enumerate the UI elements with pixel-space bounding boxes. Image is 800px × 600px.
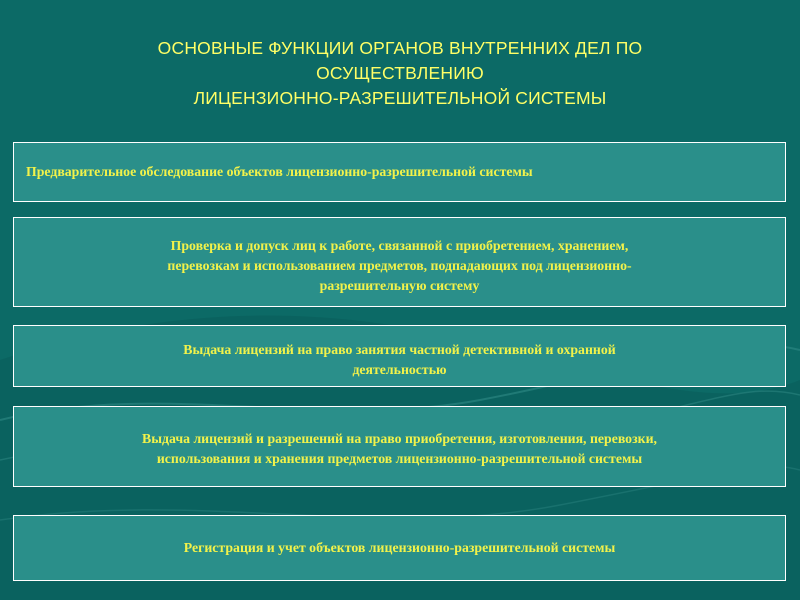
function-box-text-line: деятельностью bbox=[352, 362, 447, 377]
function-box-text-line: Регистрация и учет объектов лицензионно-разрешительной системы bbox=[183, 540, 616, 555]
function-box-text-line: Предварительное обследование объектов лицензионно-разрешительной системы bbox=[26, 164, 533, 179]
title-line-2: ОСУЩЕСТВЛЕНИЮ bbox=[316, 63, 484, 83]
function-box-text-line: использования и хранения предметов лицензионно-разрешительной системы bbox=[156, 451, 643, 466]
title-line-3: ЛИЦЕНЗИОННО-РАЗРЕШИТЕЛЬНОЙ СИСТЕМЫ bbox=[193, 88, 607, 108]
function-box-registration bbox=[13, 515, 786, 581]
function-box-text-line: Проверка и допуск лиц к работе, связанной с приобретением, хранением, bbox=[170, 238, 629, 253]
page-title bbox=[40, 36, 760, 111]
function-box-permits-issuance bbox=[13, 406, 786, 487]
function-box-preliminary-inspection bbox=[13, 142, 786, 202]
title-line-1: ОСНОВНЫЕ ФУНКЦИИ ОРГАНОВ ВНУТРЕННИХ ДЕЛ ПО bbox=[157, 38, 643, 58]
function-box-text-line: Выдача лицензий и разрешений на право приобретения, изготовления, перевозки, bbox=[142, 431, 657, 446]
function-box-text-line: перевозкам и использованием предметов, подпадающих под лицензионно- bbox=[167, 258, 632, 273]
function-box-text-line: разрешительную систему bbox=[319, 278, 480, 293]
function-box-text-line: Выдача лицензий на право занятия частной детективной и охранной bbox=[183, 342, 616, 357]
function-box-personnel-check bbox=[13, 217, 786, 307]
function-box-detective-licensing bbox=[13, 325, 786, 387]
